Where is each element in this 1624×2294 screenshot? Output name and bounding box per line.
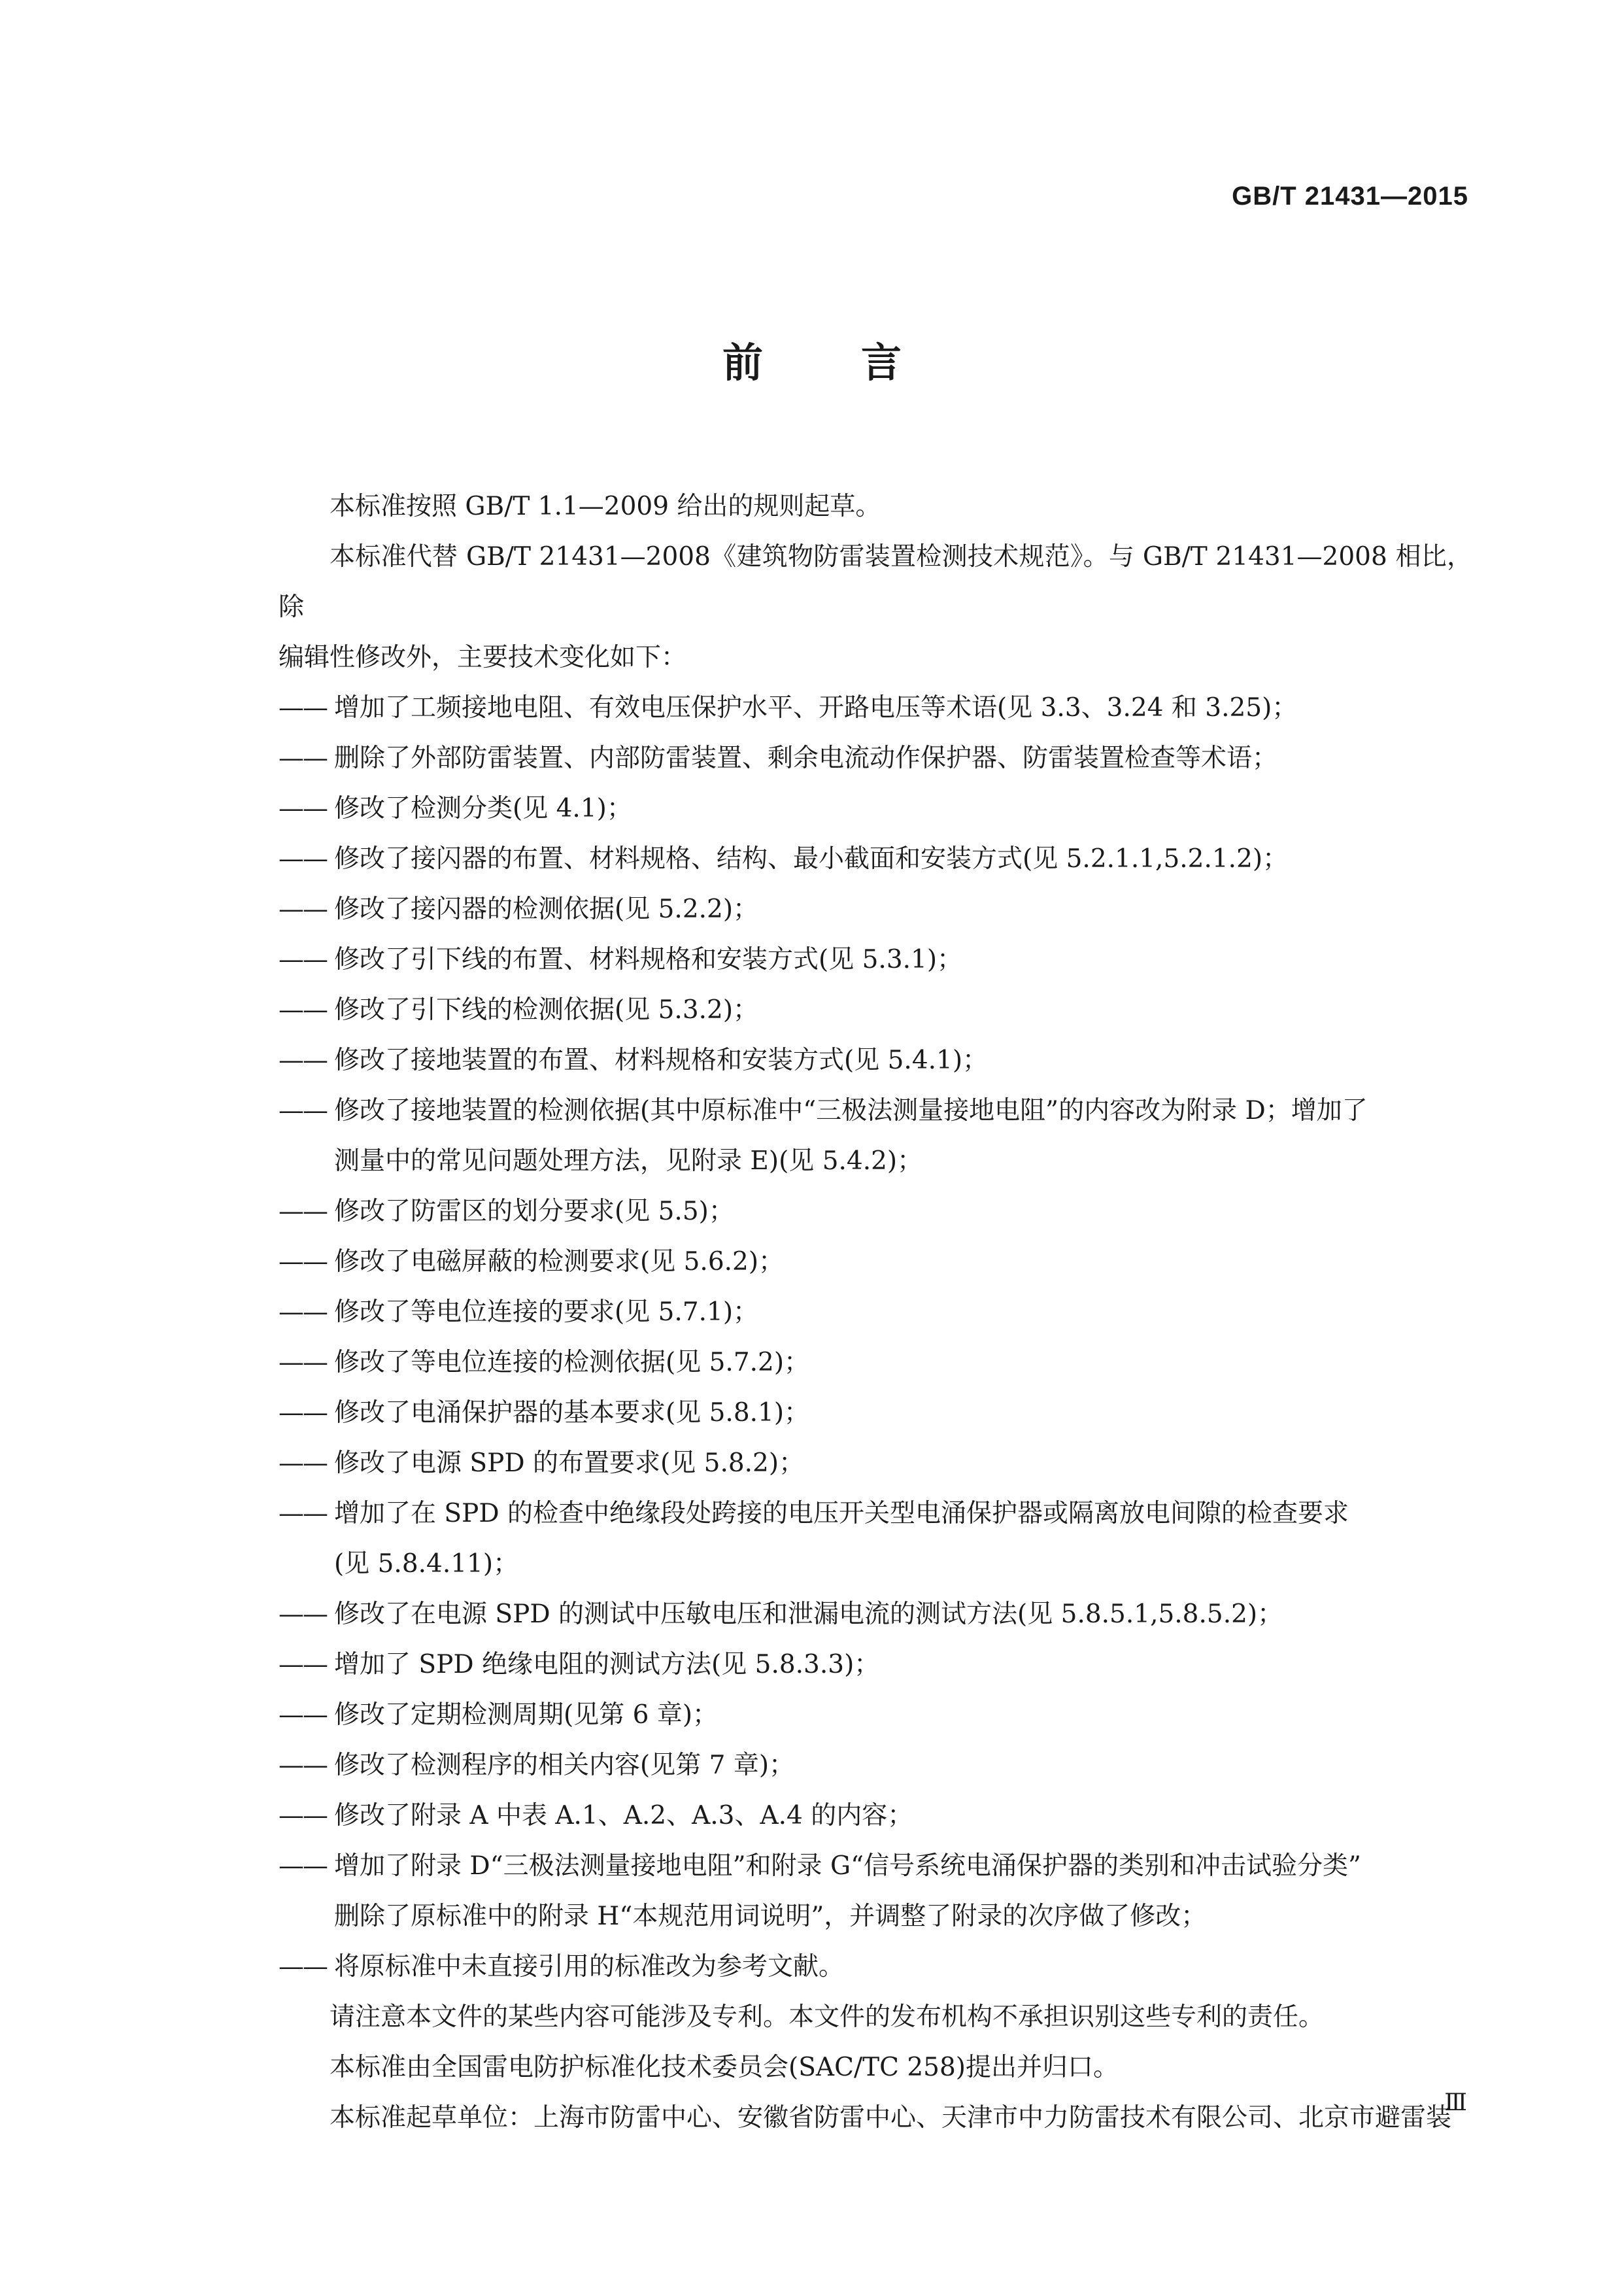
dash-marker: —— (279, 1348, 327, 1377)
change-item-text: 修改了等电位连接的检测依据(见 5.7.2)； (334, 1348, 810, 1377)
dash-marker: —— (279, 1096, 327, 1125)
dash-marker: —— (279, 744, 327, 773)
change-item (279, 1035, 1472, 1086)
change-item-text: 增加了在 SPD 的检查中绝缘段处跨接的电压开关型电涌保护器或隔离放电间隙的检查要求 (334, 1499, 1349, 1528)
dash-marker: —— (279, 844, 327, 874)
paragraph-drafting-units: 本标准起草单位：上海市防雷中心、安徽省防雷中心、天津市中力防雷技术有限公司、北京市避雷装 (330, 2103, 1452, 2132)
paragraph-drafting-rules: 本标准按照 GB/T 1.1—2009 给出的规则起草。 (330, 492, 881, 521)
changes-list (279, 683, 1472, 1992)
dash-marker: —— (279, 693, 327, 723)
page-title: 前言 (722, 339, 1000, 386)
dash-marker: —— (279, 1801, 327, 1830)
change-item-text: 修改了检测程序的相关内容(见第 7 章)； (334, 1751, 795, 1780)
paragraph-replacement-continued: 编辑性修改外，主要技术变化如下： (279, 643, 687, 672)
change-item-text: 修改了定期检测周期(见第 6 章)； (334, 1700, 719, 1730)
change-item (279, 1942, 1472, 1992)
dash-marker: —— (279, 1297, 327, 1327)
change-item (279, 1841, 1472, 1942)
dash-marker: —— (279, 895, 327, 924)
change-item (279, 1690, 1472, 1740)
change-item-text-continued: 删除了原标准中的附录 H“本规范用词说明”，并调整了附录的次序做了修改； (334, 1902, 1207, 1931)
change-item (279, 1740, 1472, 1790)
change-item-text: 修改了在电源 SPD 的测试中压敏电压和泄漏电流的测试方法(见 5.8.5.1,5.8.5.2)； (334, 1600, 1283, 1629)
change-item-text: 修改了等电位连接的要求(见 5.7.1)； (334, 1297, 759, 1327)
dash-marker: —— (279, 995, 327, 1025)
change-item-text: 删除了外部防雷装置、内部防雷装置、剩余电流动作保护器、防雷装置检查等术语； (334, 744, 1278, 773)
change-item (279, 884, 1472, 934)
change-item (279, 1237, 1472, 1287)
change-item (279, 985, 1472, 1035)
dash-marker: —— (279, 1751, 327, 1780)
change-item (279, 1337, 1472, 1388)
change-item (279, 834, 1472, 884)
change-item-text: 修改了防雷区的划分要求(见 5.5)； (334, 1197, 734, 1226)
change-item-text: 修改了检测分类(见 4.1)； (334, 794, 632, 823)
change-item (279, 1186, 1472, 1237)
paragraph-replacement: 本标准代替 GB/T 21431—2008《建筑物防雷装置检测技术规范》。与 GB/T 21431—2008 相比，除 (279, 542, 1472, 622)
change-item-text: 修改了接地装置的检测依据(其中原标准中“三极法测量接地电阻”的内容改为附录 D；增加了 (334, 1096, 1368, 1125)
foreword-body (279, 481, 1472, 2143)
change-item-text-continued: 测量中的常见问题处理方法，见附录 E)(见 5.4.2)； (334, 1146, 923, 1176)
paragraph-patent-notice: 请注意本文件的某些内容可能涉及专利。本文件的发布机构不承担识别这些专利的责任。 (330, 2002, 1325, 2032)
dash-marker: —— (279, 1247, 327, 1276)
change-item (279, 1790, 1472, 1841)
change-item-text: 增加了附录 D“三极法测量接地电阻”和附录 G“信号系统电涌保护器的类别和冲击试验分类” (334, 1851, 1361, 1881)
change-item-text: 修改了引下线的检测依据(见 5.3.2)； (334, 995, 759, 1025)
change-item (279, 1388, 1472, 1438)
dash-marker: —— (279, 1499, 327, 1528)
change-item-text: 修改了附录 A 中表 A.1、A.2、A.3、A.4 的内容； (334, 1801, 913, 1830)
change-item-text: 修改了引下线的布置、材料规格和安装方式(见 5.3.1)； (334, 945, 963, 974)
dash-marker: —— (279, 1700, 327, 1730)
change-item-text: 修改了接闪器的布置、材料规格、结构、最小截面和安装方式(见 5.2.1.1,5.2.1.2)； (334, 844, 1289, 874)
dash-marker: —— (279, 1650, 327, 1679)
dash-marker: —— (279, 794, 327, 823)
dash-marker: —— (279, 1046, 327, 1075)
change-item (279, 934, 1472, 985)
dash-marker: —— (279, 1600, 327, 1629)
change-item (279, 1639, 1472, 1690)
change-item-text: 修改了接闪器的检测依据(见 5.2.2)； (334, 895, 759, 924)
standard-code: GB/T 21431—2015 (1232, 182, 1468, 211)
page-number: Ⅲ (1444, 2089, 1467, 2116)
change-item (279, 733, 1472, 783)
change-item (279, 1438, 1472, 1488)
change-item-text: 将原标准中未直接引用的标准改为参考文献。 (334, 1952, 845, 1981)
dash-marker: —— (279, 1398, 327, 1428)
dash-marker: —— (279, 1952, 327, 1981)
dash-marker: —— (279, 945, 327, 974)
dash-marker: —— (279, 1851, 327, 1881)
change-item-text: 修改了接地装置的布置、材料规格和安装方式(见 5.4.1)； (334, 1046, 989, 1075)
change-item-text: 修改了电源 SPD 的布置要求(见 5.8.2)； (334, 1448, 805, 1478)
change-item (279, 783, 1472, 834)
dash-marker: —— (279, 1197, 327, 1226)
change-item (279, 1086, 1472, 1186)
change-item (279, 683, 1472, 733)
dash-marker: —— (279, 1448, 327, 1478)
change-item (279, 1488, 1472, 1589)
change-item-text: 增加了工频接地电阻、有效电压保护水平、开路电压等术语(见 3.3、3.24 和 3.25)； (334, 693, 1298, 723)
change-item (279, 1589, 1472, 1639)
change-item (279, 1287, 1472, 1337)
change-item-text-continued: (见 5.8.4.11)； (334, 1549, 519, 1579)
change-item-text: 修改了电磁屏蔽的检测要求(见 5.6.2)； (334, 1247, 785, 1276)
change-item-text: 增加了 SPD 绝缘电阻的测试方法(见 5.8.3.3)； (334, 1650, 880, 1679)
paragraph-proposer: 本标准由全国雷电防护标准化技术委员会(SAC/TC 258)提出并归口。 (330, 2053, 1119, 2082)
change-item-text: 修改了电涌保护器的基本要求(见 5.8.1)； (334, 1398, 810, 1428)
